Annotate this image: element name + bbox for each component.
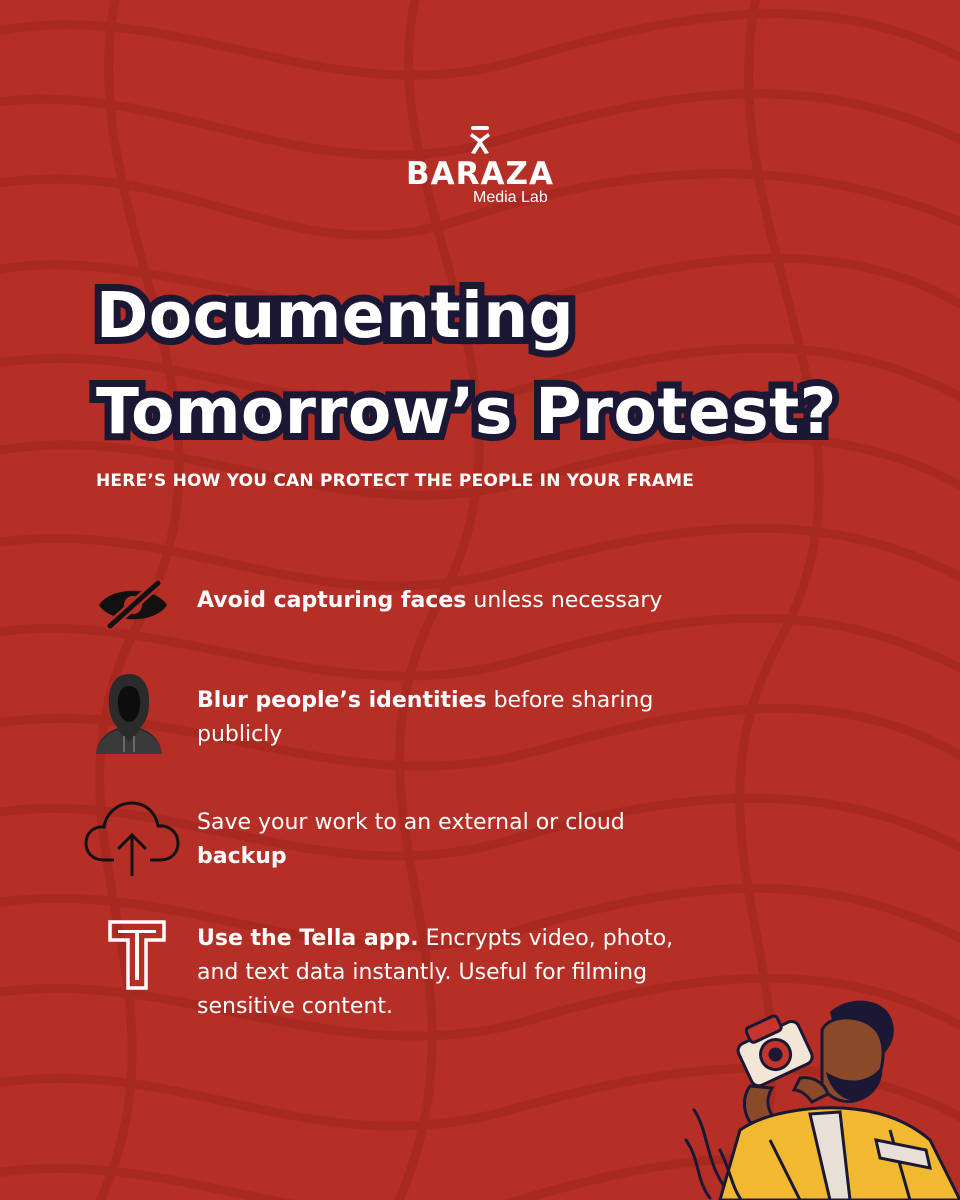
brand-name: BARAZA: [406, 156, 554, 192]
hooded-figure-icon: [94, 672, 164, 756]
tip-text: [197, 584, 717, 618]
tip-bold: Use the Tella app.: [197, 926, 419, 951]
tip-rest: before sharing publicly: [197, 688, 654, 747]
tip-rest: unless necessary: [466, 588, 663, 613]
tip-text: [197, 922, 717, 1024]
tip-rest: Encrypts video, photo, and text data instantly. Useful for filming sensitive content.: [197, 926, 674, 1019]
headline-line-2: Tomorrow’s Protest?: [96, 375, 837, 448]
tip-text: [197, 684, 717, 752]
tip-text: [197, 806, 717, 874]
tip-bold: Avoid capturing faces: [197, 588, 467, 613]
cloud-upload-icon: [84, 800, 180, 878]
tella-logo-icon: [108, 920, 166, 990]
subheading: HERE’S HOW YOU CAN PROTECT THE PEOPLE IN YOUR FRAME: [96, 471, 695, 491]
headline-line-1: Documenting: [96, 279, 575, 352]
tip-lead: Save your work to an external or cloud: [197, 810, 625, 835]
brand-subtitle: Media Lab: [473, 189, 548, 206]
headline: [96, 268, 936, 460]
baraza-mark-icon: [465, 125, 495, 155]
tip-bold: Blur people’s identities: [197, 688, 487, 713]
tip-bold: backup: [197, 844, 287, 869]
eye-slash-icon: [96, 580, 170, 630]
baraza-logo: [400, 125, 560, 206]
photographer-illustration: [680, 990, 960, 1200]
